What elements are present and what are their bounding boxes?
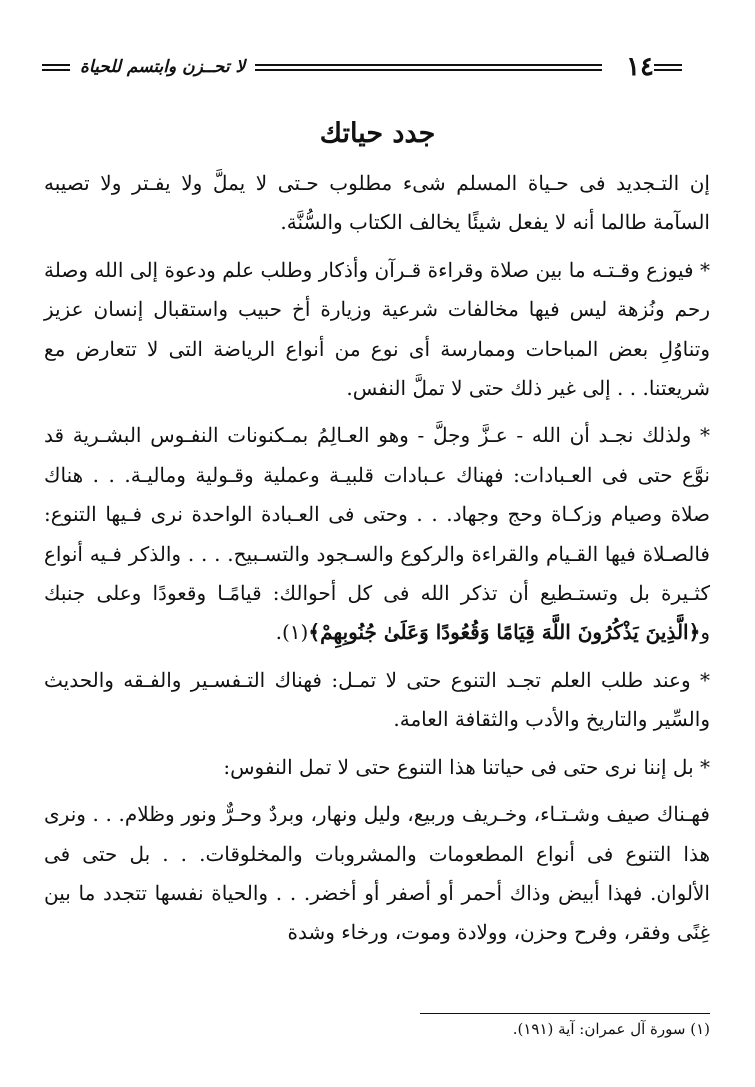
page-number: ١٤ (626, 52, 654, 82)
paragraph: * فيوزع وقـتـه ما بين صلاة وقراءة قـرآن وأذكار وطلب علم ودعوة إلى الله وصلة رحم ونُزهة ليس فيها مخالفات شرعية وزيارة أخ حبيب واستقبال إنسان عزيز وتناوُلِ بعض المباحات وممارسة أى نوع من أنواع الرياضة التى لا تتعارض مع شريعتنا. . . إلى غير ذلك حتى لا تملَّ النفس. (44, 257, 710, 401)
quran-verse: ﴿الَّذِينَ يَذْكُرُونَ اللَّهَ قِيَامًا وَقُعُودًا وَعَلَىٰ جُنُوبِهِمْ﴾ (308, 620, 701, 645)
footnote-marker: (١). (275, 620, 309, 645)
paragraph: فهـناك صيف وشـتـاء، وخـريف وربيع، وليل ونهار، وبردٌ وحـرٌّ ونور وظلام. . . ونرى هذا التنوع فى أنواع المطعومات والمشروبات والمخلوقات. . . بل حتى فى الألوان. فهذا أبيض وذاك أحمر أو أصفر أو أخضر. . . والحياة نفسها تتجدد ما بين غِنًى وفقر، وفرح وحزن، وولادة وموت، ورخاء وشدة (44, 802, 710, 945)
page-header (42, 52, 682, 82)
footnote-rule (420, 1013, 710, 1014)
header-rule-middle (255, 64, 602, 71)
paragraph (44, 416, 710, 652)
chapter-title: جدد حياتك (319, 118, 436, 149)
paragraph-text: * ولذلك نجـد أن الله - عـزَّ وجلَّ - وهو العـالِمُ بمـكنونات النفـوس البشـرية قد نوَّع حتى فى العـبادات: فهناك عـبادات قلبيـة وعملية وقـولية وماليـة. . . هناك صلاة وصيام وزكـاة وحج وجهاد. . . وحتى فى العـبادة الواحدة نرى فـيها التنوع: فالصـلاة فيها القـيام والقراءة والركوع والسـجود والتسـبيح. . . . والذكر فـيه أنواع كثـيرة بل وتستـطيع أن تذكر الله فى كل أحوالك: قيامًـا وقعودًا وعلى جنبك و (44, 423, 710, 645)
book-title: لا تحــزن وابتسم للحياة (80, 57, 246, 77)
body-text (44, 164, 710, 953)
paragraph: * وعند طلب العلم تجـد التنوع حتى لا تمـل: فهناك التـفسـير والفـقه والحديث والسِّير والتاريخ والأدب والثقافة العامة. (44, 667, 710, 732)
paragraph: * بل إننا نرى حتى فى حياتنا هذا التنوع حتى لا تمل النفوس: (223, 754, 710, 779)
header-rule-left (42, 64, 70, 71)
paragraph: إن التـجديد فى حـياة المسلم شىء مطلوب حـتى لا يملَّ ولا يفـتر ولا تصيبه السآمة طالما أنه لا يفعل شيئًا يخالف الكتاب والسُّنَّة. (44, 171, 710, 235)
header-rule-right (654, 64, 682, 71)
footnote: (١) سورة آل عمران: آية (١٩١). (512, 1020, 710, 1038)
